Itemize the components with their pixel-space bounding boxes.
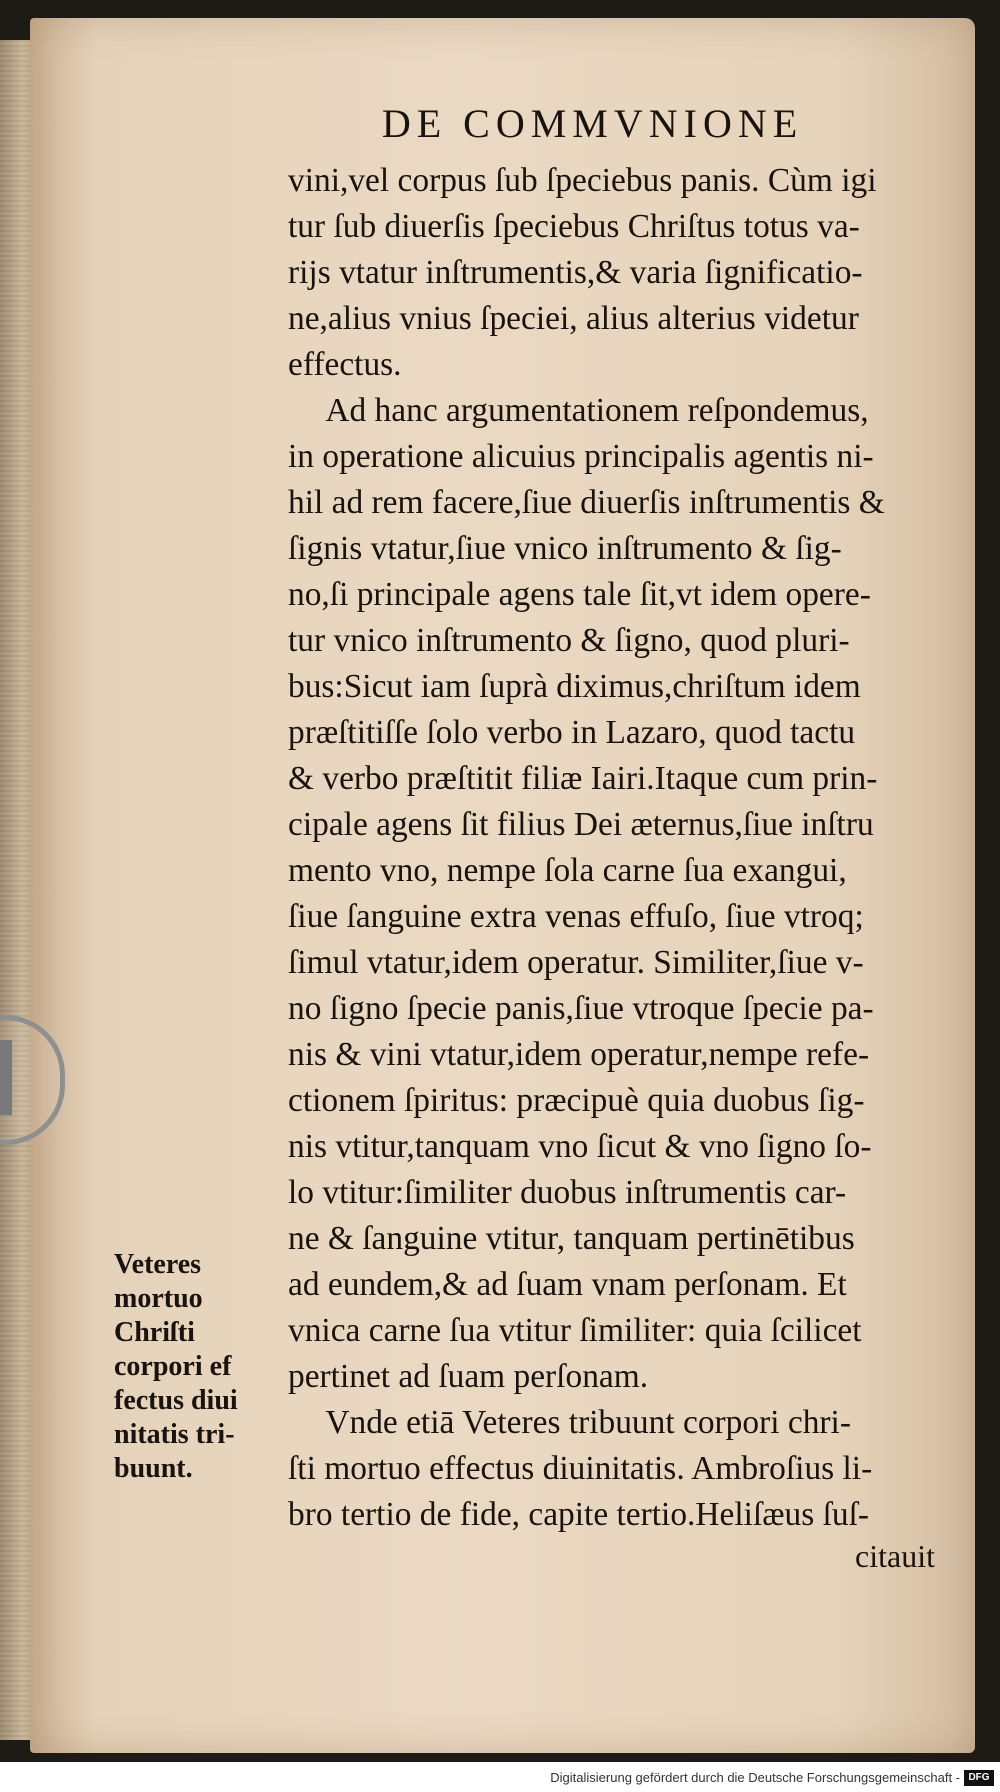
text-line: Vnde etiā Veteres tribuunt corpori chri- (325, 1404, 851, 1441)
text-line: hil ad rem facere,ſiue diuerſis inſtrumentis & (288, 484, 885, 521)
footer-credit: Digitalisierung gefördert durch die Deutsche Forschungsgemeinschaft - (550, 1770, 960, 1785)
text-line: ſiue ſanguine extra venas effuſo, ſiue vtroq; (288, 898, 864, 935)
footer-bar (0, 1762, 1000, 1792)
text-line: effectus. (288, 346, 402, 383)
text-line: vini,vel corpus ſub ſpeciebus panis. Cùm igi (288, 162, 877, 199)
text-line: ctionem ſpiritus: præcipuè quia duobus ſig- (288, 1082, 865, 1119)
text-line: ſimul vtatur,idem operatur. Similiter,ſiue v- (288, 944, 864, 981)
text-line: tur ſub diuerſis ſpeciebus Chriſtus totus va- (288, 208, 860, 245)
text-line: no ſigno ſpecie panis,ſiue vtroque ſpecie pa- (288, 990, 874, 1027)
dfg-logo: DFG (964, 1770, 994, 1786)
text-line: mento vno, nempe ſola carne ſua exangui, (288, 852, 847, 889)
margin-note-line: Veteres (114, 1249, 202, 1280)
text-line: bus:Sicut iam ſuprà diximus,chriſtum idem (288, 668, 861, 705)
text-line: in operatione alicuius principalis agentis ni- (288, 438, 874, 475)
text-line: nis & vini vtatur,idem operatur,nempe refe- (288, 1036, 870, 1073)
text-line: cipale agens ſit filius Dei æternus,ſiue inſtru (288, 806, 874, 843)
marginal-note (114, 1248, 284, 1486)
text-line: ſignis vtatur,ſiue vnico inſtrumento & ſig- (288, 530, 842, 567)
margin-note-line: fectus diui (114, 1385, 238, 1416)
text-line: bro tertio de fide, capite tertio.Heliſæus ſuſ- (288, 1496, 870, 1533)
text-line: præſtitiſſe ſolo verbo in Lazaro, quod tactu (288, 714, 856, 751)
text-line: rijs vtatur inſtrumentis,& varia ſignificatio- (288, 254, 863, 291)
text-line: pertinet ad ſuam perſonam. (288, 1358, 649, 1395)
book-page (30, 18, 975, 1753)
text-line: ne,alius vnius ſpeciei, alius alterius videtur (288, 300, 859, 337)
running-header: DE COMMVNIONE (381, 101, 804, 146)
margin-note-line: nitatis tri- (114, 1419, 235, 1450)
text-line: ad eundem,& ad ſuam vnam perſonam. Et (288, 1266, 847, 1303)
text-line: lo vtitur:ſimiliter duobus inſtrumentis car- (288, 1174, 847, 1211)
text-line: ſti mortuo effectus diuinitatis. Ambroſius li- (288, 1450, 873, 1487)
text-line: nis vtitur,tanquam vno ſicut & vno ſigno ſo- (288, 1128, 872, 1165)
margin-note-line: buunt. (114, 1453, 193, 1484)
text-line: & verbo præſtitit filiæ Iairi.Itaque cum prin- (288, 760, 878, 797)
catchword: citauit (855, 1538, 935, 1574)
text-line: tur vnico inſtrumento & ſigno, quod pluri- (288, 622, 850, 659)
text-line: Ad hanc argumentationem reſpondemus, (325, 392, 869, 429)
text-line: vnica carne ſua vtitur ſimiliter: quia ſcilicet (288, 1312, 862, 1349)
text-line: no,ſi principale agens tale ſit,vt idem opere- (288, 576, 871, 613)
margin-note-line: corpori ef (114, 1351, 232, 1382)
margin-note-line: mortuo (114, 1283, 203, 1314)
text-line: ne & ſanguine vtitur, tanquam pertinētibus (288, 1220, 855, 1257)
body-text (288, 158, 1000, 1538)
margin-note-line: Chriſti (114, 1317, 195, 1348)
